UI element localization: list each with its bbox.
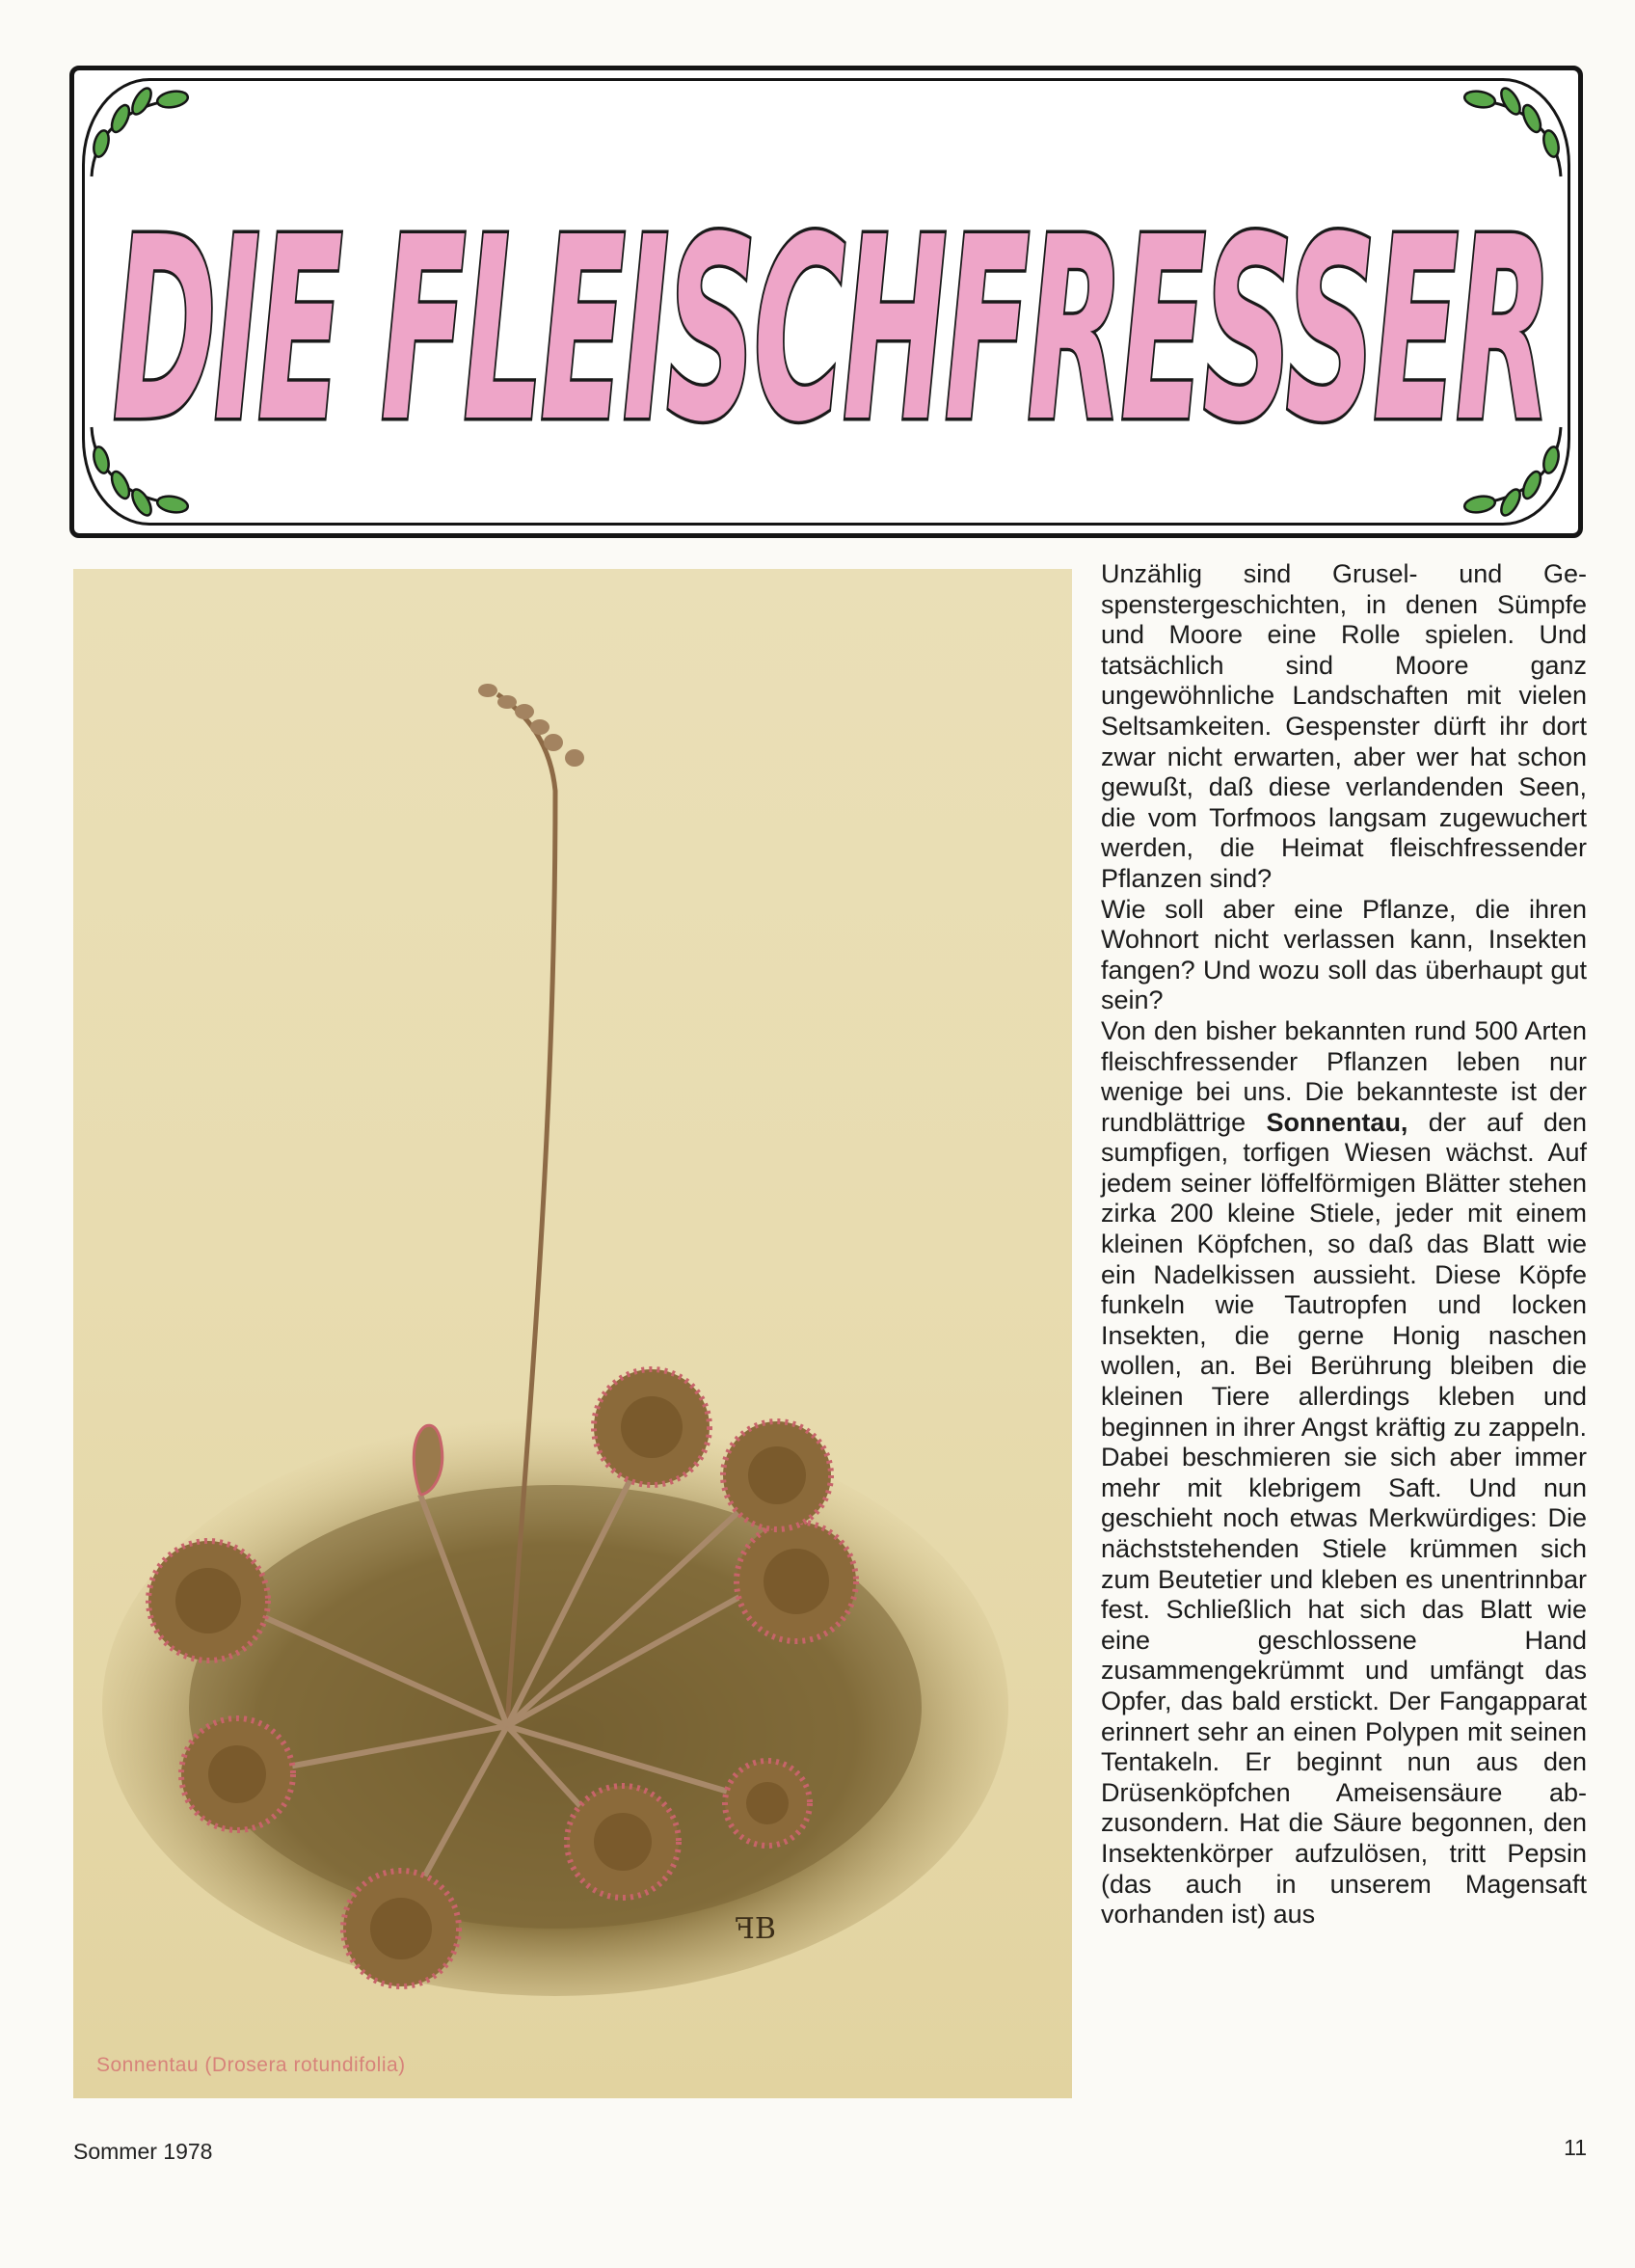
title-banner: [69, 66, 1583, 538]
issue-label: Sommer 1978: [73, 2139, 213, 2164]
page-title-text: DIE FLEISCHFRESSER: [113, 183, 1549, 456]
article-text-span: Von den bisher bekannten rund 500 Arten fleischfressender Pflanzen leben nur wenige bei uns. Die bekannteste ist der rundblättrige: [1101, 1015, 1587, 1137]
artist-monogram: ꟻB: [735, 1912, 776, 1946]
figure-caption: Sonnentau (Drosera rotundifolia): [96, 2054, 406, 2076]
article-paragraph: Unzählig sind Grusel- und Gespenstergeschichten, in denen Sümpfe und Moore eine Rolle spielen. Und tatsächlich sind Moore ganz ungewöhnliche Landschaften mit vielen Seltsamkeiten. Gespenster dürft ihr dort zwar nicht erwarten, aber wer hat schon gewußt, daß diese verlandenden Seen, die vom Torfmoos langsam zugewuchert werden, die Heimat fleischfressender Pflanzen sind?: [1101, 559, 1587, 893]
highlighted-term: Sonnentau,: [1266, 1107, 1408, 1137]
sundew-plant-drawing: [73, 569, 1072, 2098]
article-body: [1101, 559, 1587, 1930]
article-text-span: der auf den sumpfigen, torfigen Wiesen wächst. Auf jedem seiner löffelförmigen Blätter stehen zirka 200 kleine Stiele, jeder mit einem kleinen Köpfchen, so daß das Blatt wie ein Nadelkissen aussieht. Diese Köpfe funkeln wie Tautropfen und locken Insekten, die gerne Honig naschen wollen, an. Bei Berührung bleiben die kleinen Tiere allerdings kleben und beginnen in ihrer Angst kräftig zu zappeln. Dabei beschmieren sie sich aber immer mehr mit klebrigem Saft. Und nun geschieht noch etwas Merkwürdiges: Die nächststehenden Stiele krümmen sich zum Beutetier und kleben es unentrinnbar fest. Schließlich hat sich das Blatt wie eine geschlossene Hand zusammengekrümmt und umfängt das Opfer, das bald erstickt. Der Fangapparat erinnert sehr an einen Polypen mit seinen Tentakeln. Er beginnt nun aus den Drüsenköpfchen Ameisensäure abzusondern. Hat die Säure begonnen, den Insektenkörper aufzulösen, tritt Pepsin (das auch in unserem Magensaft vorhanden ist) aus: [1101, 1107, 1587, 1930]
article-paragraph: Wie soll aber eine Pflanze, die ihren Wohnort nicht verlassen kann, Insekten fangen? Und wozu soll das überhaupt gut sein?: [1101, 894, 1587, 1015]
page-number: 11: [1564, 2135, 1587, 2160]
sundew-illustration: [73, 569, 1072, 2098]
article-paragraph: [1101, 1016, 1587, 1930]
page-title: [94, 128, 1568, 456]
